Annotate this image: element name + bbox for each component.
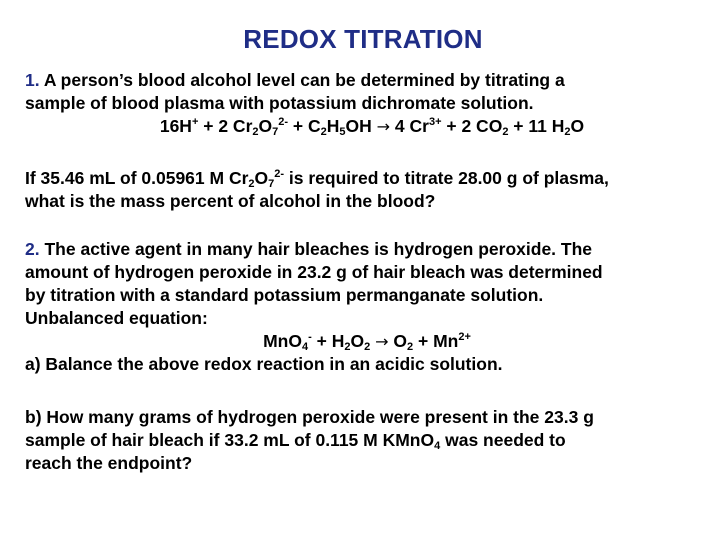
reaction-arrow-2: → [375, 332, 389, 351]
problem-1-number: 1. [25, 70, 40, 90]
problem-2-line-3: by titration with a standard potassium permanganate solution. [25, 285, 544, 305]
problem-2-part-b-line-1: b) How many grams of hydrogen peroxide were present in the 23.3 g [25, 407, 594, 427]
problem-1-question-line-1: If 35.46 mL of 0.05961 M $Cr_2O_7^{2-}$ is required to titrate 28.00 g of plasma, [25, 168, 609, 190]
problem-1-equation: 16H+ + 2 $Cr_2O_7^{2-} + C_2H_5OH \to 4$ $Cr^{3+} + 2$ $CO_2 + 11$ $H_2O$ [159, 116, 585, 138]
problem-2-line-1: 2. The active agent in many hair bleaches is hydrogen peroxide. The [25, 239, 593, 259]
problem-1-line-2: sample of blood plasma with potassium dichromate solution. [25, 93, 534, 113]
problem-2-part-b-line-3: reach the endpoint? [25, 453, 193, 473]
problem-2 [25, 238, 705, 376]
problem-2-line-4: Unbalanced equation: [25, 308, 208, 328]
problem-2-part-b-line-2: sample of hair bleach if 33.2 mL of 0.115 M KMnO$_4$ was needed to [25, 430, 566, 452]
problem-2-part-a: a) Balance the above redox reaction in an acidic solution. [25, 354, 503, 374]
problem-2-equation: $MnO_4^- + H_2O_2 \to O_2 + Mn^{2+}$ [263, 331, 471, 353]
problem-1-question-line-2: what is the mass percent of alcohol in the blood? [25, 191, 436, 211]
problem-2-line-2: amount of hydrogen peroxide in 23.2 g of hair bleach was determined [25, 262, 603, 282]
problem-2-number: 2. [25, 239, 40, 259]
reaction-arrow: → [376, 117, 391, 136]
problem-2-part-b [25, 406, 705, 475]
problem-1-line-1: 1. A person’s blood alcohol level can be determined by titrating a [25, 70, 565, 90]
problem-1-question [25, 167, 705, 213]
slide-title: REDOX TITRATION [243, 24, 483, 54]
problem-1 [25, 69, 705, 138]
